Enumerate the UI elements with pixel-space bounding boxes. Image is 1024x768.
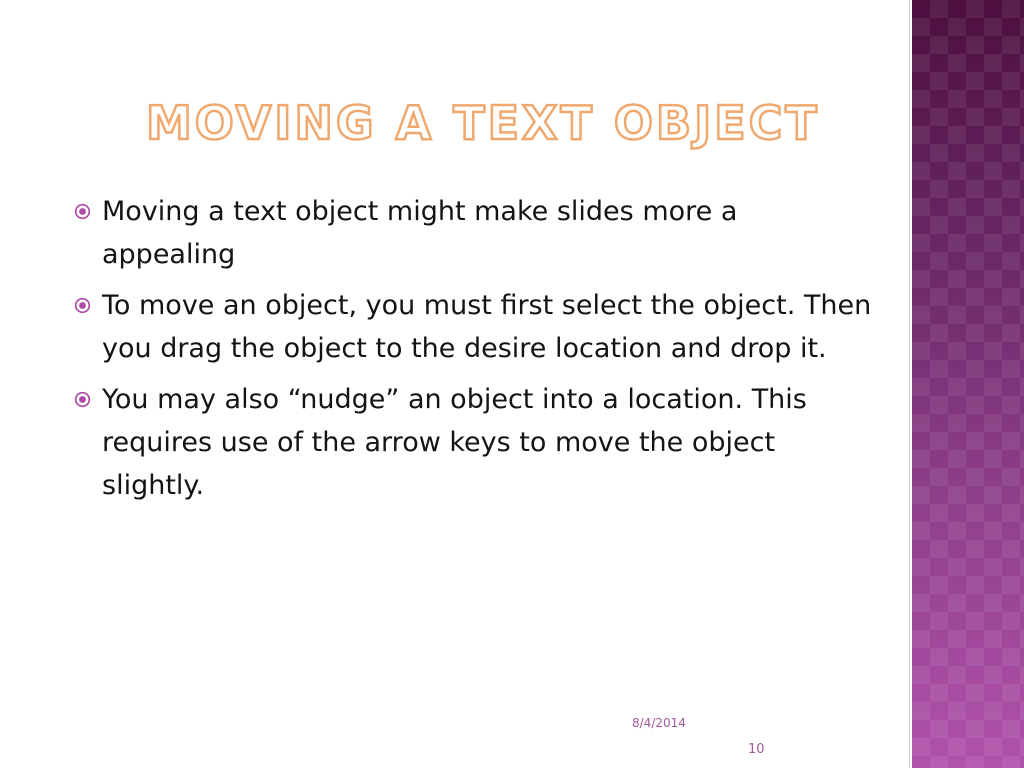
bullet-item <box>72 190 872 276</box>
bullet-item <box>72 378 872 507</box>
bullet-text: You may also “nudge” an object into a location. This requires use of the arrow keys to move the object slightly. <box>102 384 807 501</box>
bullet-list <box>72 190 872 515</box>
bullet-text: To move an object, you must first select the object. Then you drag the object to the desire location and drop it. <box>102 290 872 364</box>
footer-date: 8/4/2014 <box>632 716 686 730</box>
decorative-side-band <box>912 0 1024 768</box>
bullet-text: Moving a text object might make slides more a appealing <box>102 196 738 270</box>
circle-dot-bullet-icon <box>74 391 91 408</box>
circle-dot-bullet-icon <box>74 203 91 220</box>
circle-dot-bullet-icon <box>74 297 91 314</box>
slide-title: MOVING A TEXT OBJECT <box>146 96 820 150</box>
slide-number: 10 <box>748 742 765 757</box>
bullet-item <box>72 284 872 370</box>
